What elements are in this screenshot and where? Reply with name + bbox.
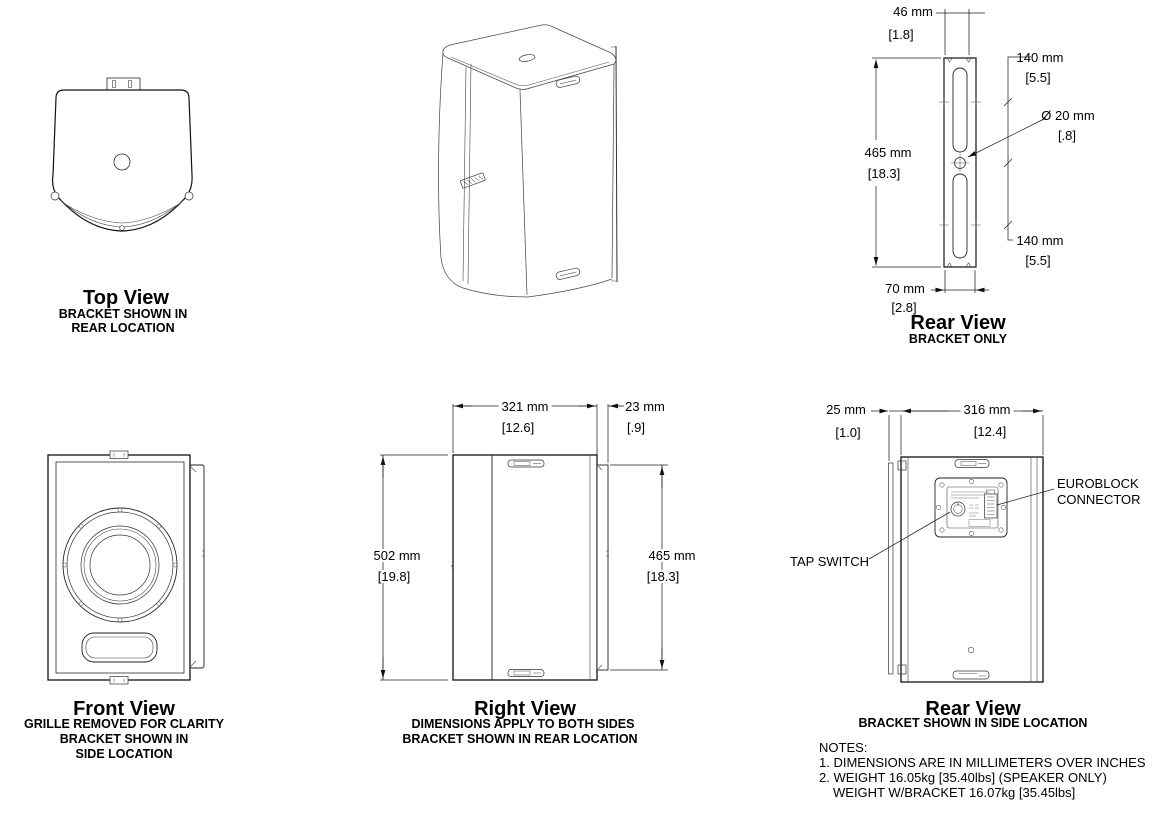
dim-502mm-in: [19.8] <box>375 570 414 583</box>
rear-view-drawing <box>869 411 1054 682</box>
bracket-rear-view-subtitle: BRACKET ONLY <box>908 332 1008 346</box>
top-view-subtitle: REAR LOCATION <box>71 321 175 335</box>
front-view-title: Front View <box>73 698 175 720</box>
bracket-rear-view-title: Rear View <box>910 312 1006 334</box>
top-view-title: Top View <box>83 287 169 309</box>
dim-465mm-bracket-in: [18.3] <box>865 167 904 180</box>
top-view-subtitle: BRACKET SHOWN IN <box>58 307 188 321</box>
iso-top-face <box>443 25 616 90</box>
dim-140mm-lower: 140 mm <box>1016 233 1064 248</box>
front-view-drawing <box>48 451 205 684</box>
right-view-subtitle: DIMENSIONS APPLY TO BOTH SIDES <box>411 717 635 731</box>
top-view-drawing <box>51 78 193 231</box>
rear-bracket-edge <box>597 465 608 670</box>
right-view-title: Right View <box>474 698 576 720</box>
note-line: 2. WEIGHT 16.05kg [35.40lbs] (SPEAKER ONLY) <box>819 770 1107 785</box>
input-panel <box>935 478 1007 537</box>
rear-view-subtitle: BRACKET SHOWN IN SIDE LOCATION <box>858 716 1088 730</box>
dim-316mm: 316 mm <box>961 403 1014 416</box>
dim-23mm-in: [.9] <box>626 420 646 435</box>
dim-140mm-lower-in: [5.5] <box>1025 253 1051 268</box>
dim-46mm: 46 mm <box>890 5 936 18</box>
dim-321mm-in: [12.6] <box>501 420 535 435</box>
dim-70mm-in: [2.8] <box>891 300 917 315</box>
euroblock-label: EUROBLOCK <box>1057 476 1139 491</box>
dim-140mm-upper-in: [5.5] <box>1025 70 1051 85</box>
iso-mounting-slots <box>555 75 580 280</box>
bose-logo-badge <box>460 173 485 189</box>
dim-hole-dia: Ø 20 mm <box>1041 108 1095 123</box>
note-line: WEIGHT W/BRACKET 16.07kg [35.45lbs] <box>833 785 1076 800</box>
dim-46mm-in: [1.8] <box>888 27 914 42</box>
right-view-drawing <box>380 404 668 680</box>
dim-502mm: 502 mm <box>371 549 424 562</box>
front-view-subtitle: BRACKET SHOWN IN <box>59 732 189 746</box>
rear-view-title: Rear View <box>925 698 1021 720</box>
dim-hole-dia-in: [.8] <box>1057 128 1077 143</box>
dim-465mm: 465 mm <box>646 549 699 562</box>
cabinet-right-side <box>453 455 597 680</box>
dim-140mm-upper: 140 mm <box>1016 50 1064 65</box>
iso-rear-bracket-edge <box>616 46 617 282</box>
euroblock-label: CONNECTOR <box>1057 492 1141 507</box>
dim-23mm: 23 mm <box>625 399 665 414</box>
notes-heading: NOTES: <box>819 740 868 755</box>
side-bracket-edge <box>190 465 204 668</box>
dim-70mm: 70 mm <box>885 281 925 296</box>
right-view-subtitle: BRACKET SHOWN IN REAR LOCATION <box>402 732 638 746</box>
isometric-view-drawing <box>439 25 617 297</box>
dim-25mm-in: [1.0] <box>835 425 861 440</box>
note-line: 1. DIMENSIONS ARE IN MILLIMETERS OVER INCHES <box>819 755 1146 770</box>
iso-top-hole <box>519 53 536 62</box>
dim-25mm: 25 mm <box>826 402 866 417</box>
dim-465mm-bracket: 465 mm <box>862 146 915 159</box>
front-view-subtitle: GRILLE REMOVED FOR CLARITY <box>24 717 224 731</box>
dim-316mm-in: [12.4] <box>973 424 1007 439</box>
front-view-subtitle: SIDE LOCATION <box>75 747 173 761</box>
tap-switch-label: TAP SWITCH <box>790 554 869 569</box>
bracket-tab-top <box>107 78 140 90</box>
dim-321mm: 321 mm <box>499 400 552 413</box>
cabinet-front <box>48 455 190 680</box>
dim-465mm-in: [18.3] <box>644 570 683 583</box>
